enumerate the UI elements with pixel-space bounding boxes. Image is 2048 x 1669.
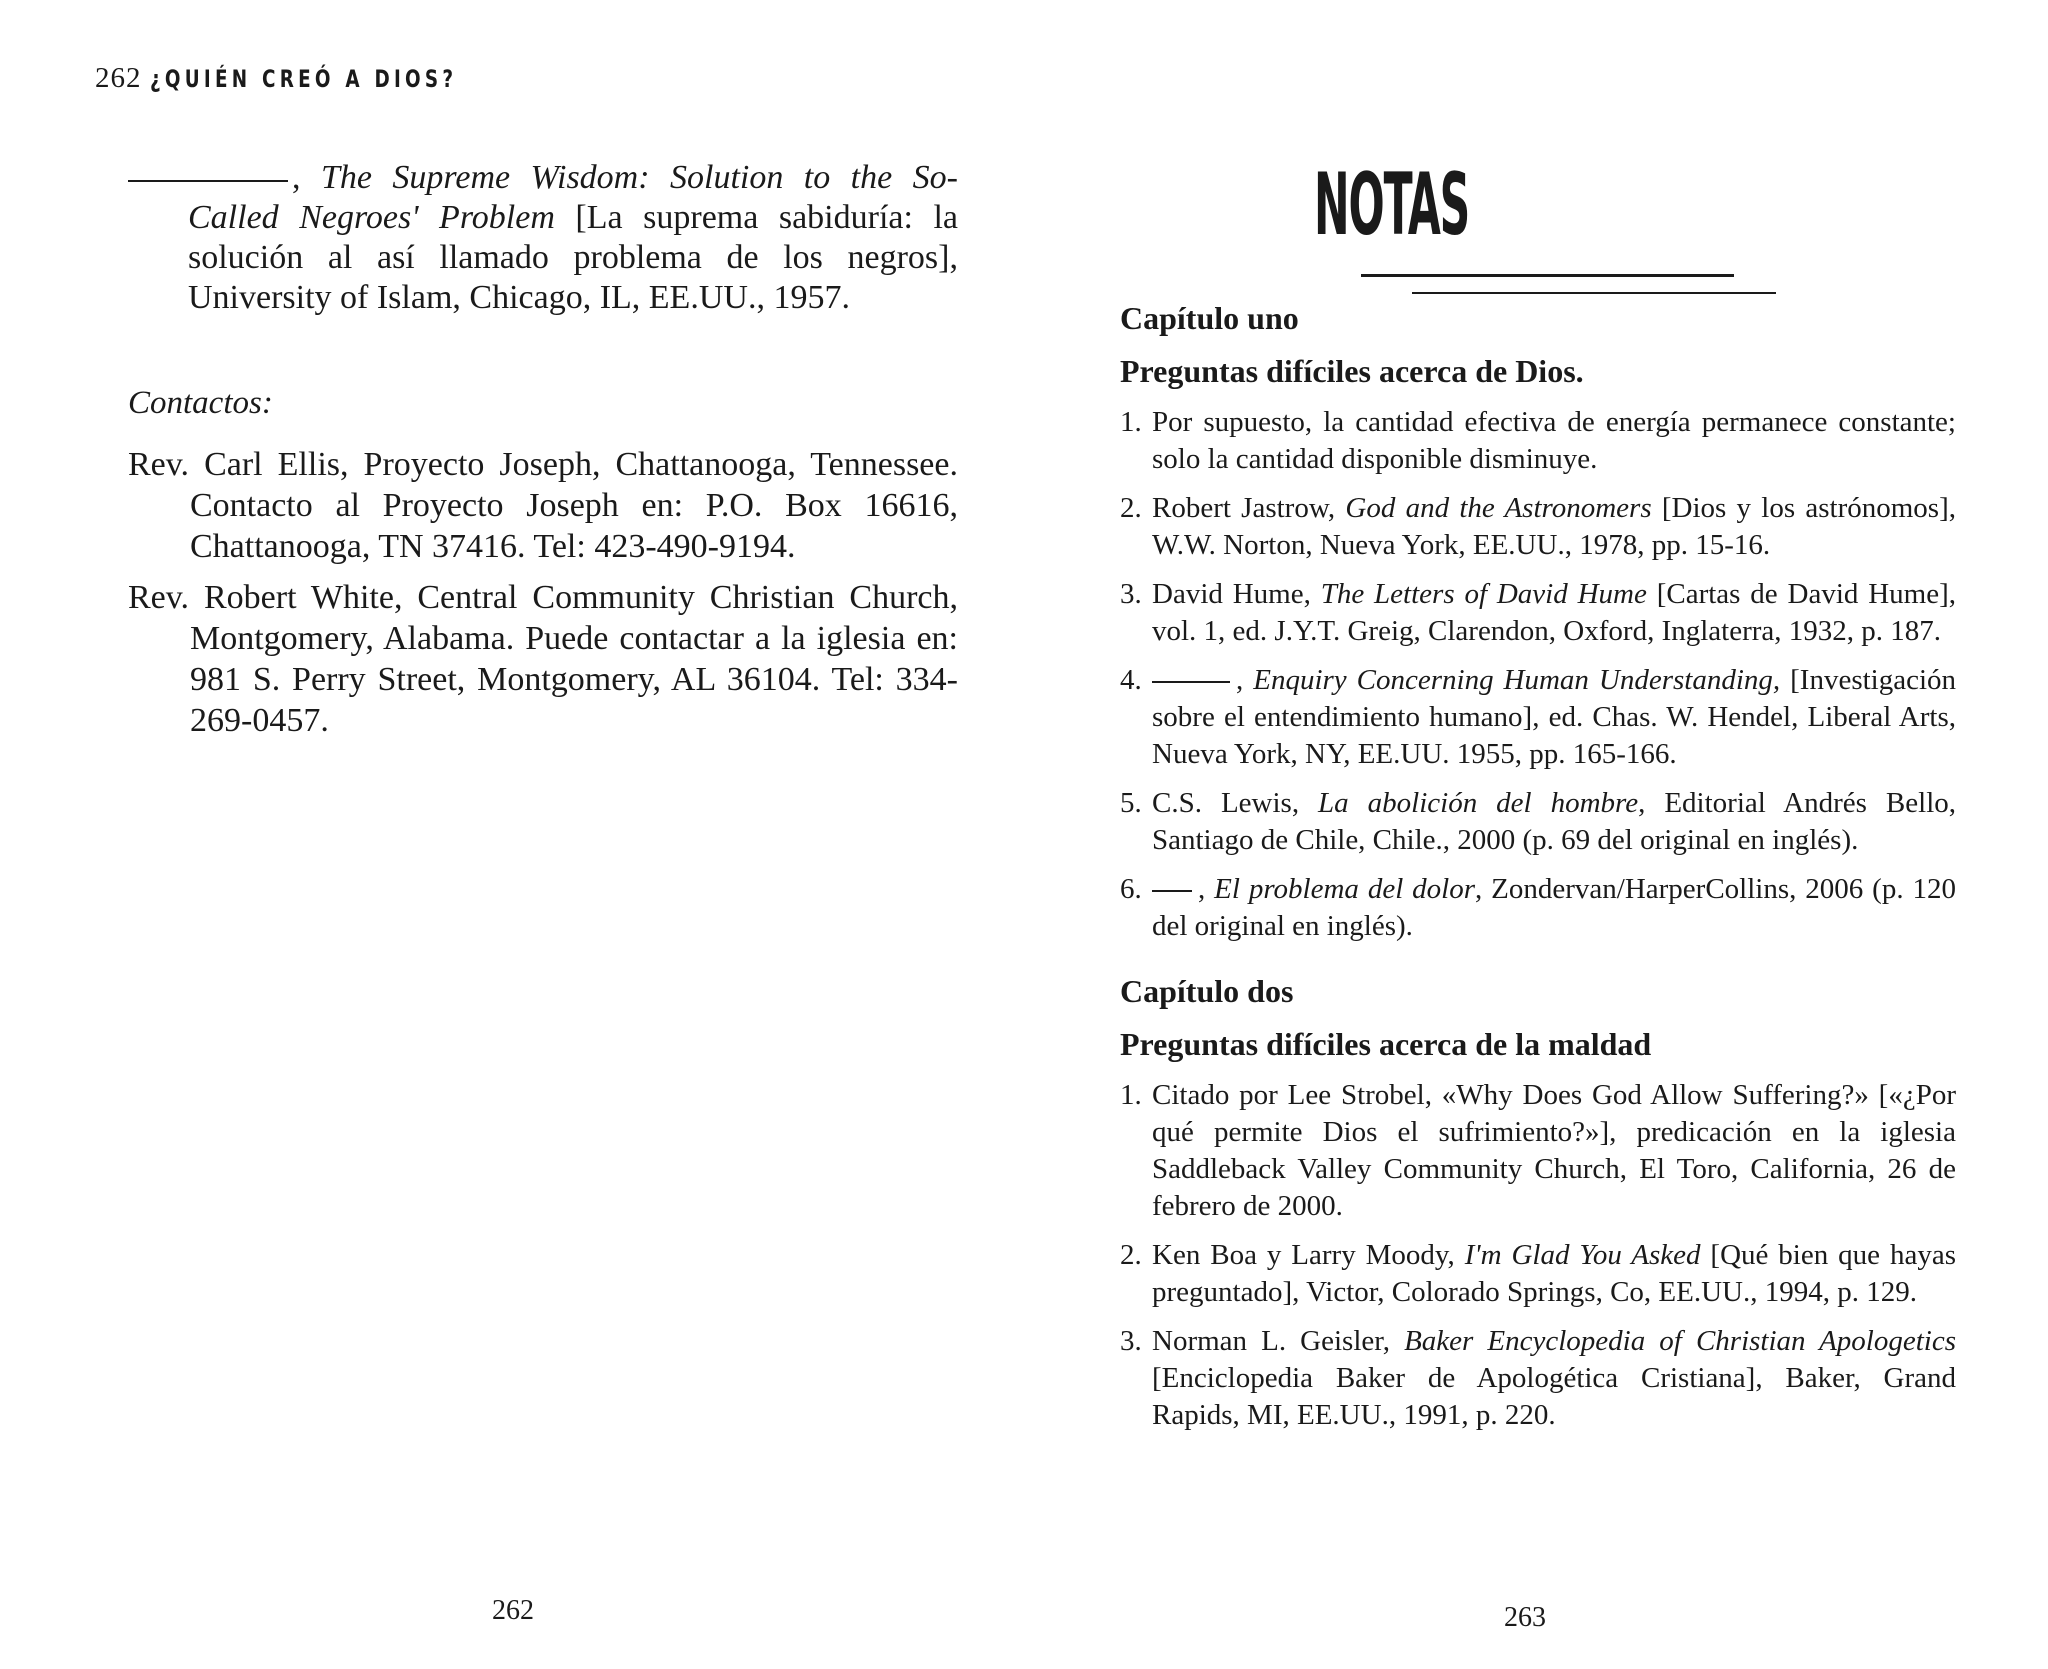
note-text: , xyxy=(1236,664,1254,696)
note-number: 4. xyxy=(1120,664,1142,696)
note-item xyxy=(1120,1077,1956,1225)
chapter2-notes xyxy=(1120,1077,1956,1434)
author-repeat-blank xyxy=(1152,890,1192,892)
note-number: 1. xyxy=(1120,1079,1142,1111)
running-head-number: 262 xyxy=(95,62,142,94)
note-item xyxy=(1120,785,1956,859)
bibliography-entry xyxy=(128,158,958,332)
contact-entry: Rev. Robert White, Central Community Christian Church, Montgomery, Alabama. Puede contactar a la iglesia en: 981 S. Perry Street, Montgomery, AL 36104. Tel: 334-269-0457. xyxy=(128,579,958,739)
note-item xyxy=(1120,490,1956,564)
note-number: 2. xyxy=(1120,1239,1142,1271)
title-rule-top xyxy=(1361,274,1734,277)
page-title: NOTAS xyxy=(1314,155,1470,255)
note-number: 2. xyxy=(1120,492,1142,524)
note-title: God and the Astronomers xyxy=(1345,492,1652,524)
note-item xyxy=(1120,1237,1956,1311)
bibliography-details: [La suprema sabiduría: la solución al así llamado problema de los negros], University of Islam, Chicago, IL, EE.UU., 1957. xyxy=(188,199,958,316)
note-text: , Zondervan/HarperCollins, 2006 (p. 120 del original en inglés). xyxy=(1152,873,1956,942)
running-head xyxy=(95,62,511,95)
page-number: 263 xyxy=(1504,1602,1546,1633)
note-text: Citado por Lee Strobel, «Why Does God Allow Suffering?» [«¿Por qué permite Dios el sufrimiento?»], predicación en la iglesia Saddleback Valley Community Church, El Toro, California, 26 de febrero de 2000. xyxy=(1152,1079,1956,1222)
note-text: Norman L. Geisler, xyxy=(1152,1325,1405,1357)
note-number: 6. xyxy=(1120,873,1142,905)
note-text: Por supuesto, la cantidad efectiva de energía permanece constante; solo la cantidad disponible disminuye. xyxy=(1152,406,1956,475)
note-title: I'm Glad You Asked xyxy=(1464,1239,1701,1271)
page-number: 262 xyxy=(492,1595,534,1626)
note-item xyxy=(1120,1323,1956,1434)
title-rule-bottom xyxy=(1412,292,1776,294)
contactos-heading: Contactos: xyxy=(128,385,273,421)
note-text: C.S. Lewis, xyxy=(1152,787,1319,819)
note-text: [Investigación sobre el entendimiento humano], ed. Chas. W. Hendel, Liberal Arts, Nueva York, NY, EE.UU. 1955, pp. 165-166. xyxy=(1152,664,1957,770)
bibliography-text: , The Supreme Wisdom: Solution to the So-Called Negroes' Problem [La suprema sabiduría: la solución al así llamado problema de los negros], University of Islam, Chicago, IL, EE.UU., 1957. xyxy=(128,158,958,318)
note-item xyxy=(1120,404,1956,478)
note-title: La abolición del hombre xyxy=(1318,787,1639,819)
note-number: 3. xyxy=(1120,1325,1142,1357)
chapter-subtitle: Preguntas difíciles acerca de Dios. xyxy=(1120,353,1584,389)
note-text: [Cartas de David Hume], vol. 1, ed. J.Y.T. Greig, Clarendon, Oxford, Inglaterra, 1932, p. 187. xyxy=(1152,578,1957,647)
note-text: [Qué bien que hayas preguntado], Victor, Colorado Springs, Co, EE.UU., 1994, p. 129. xyxy=(1152,1239,1956,1308)
author-repeat-blank xyxy=(128,180,288,182)
note-text: , xyxy=(1198,873,1215,905)
bibliography-title: The Supreme Wisdom: Solution to the So-Called Negroes' Problem xyxy=(188,159,958,236)
right-page xyxy=(1024,0,2048,1669)
note-item xyxy=(1120,871,1956,945)
contacts-list xyxy=(128,444,958,751)
note-item xyxy=(1120,576,1956,650)
note-text: Ken Boa y Larry Moody, xyxy=(1152,1239,1465,1271)
note-title: El problema del dolor xyxy=(1214,873,1475,905)
notes-section xyxy=(1120,300,1956,1446)
author-repeat-blank xyxy=(1152,681,1230,683)
note-number: 1. xyxy=(1120,406,1142,438)
note-number: 5. xyxy=(1120,787,1142,819)
note-text: , Editorial Andrés Bello, Santiago de Chile, Chile., 2000 (p. 69 del original en inglés). xyxy=(1152,787,1956,856)
running-head-title: ¿QUIÉN CREÓ A DIOS? xyxy=(149,65,458,93)
note-text: David Hume, xyxy=(1152,578,1321,610)
note-text: [Dios y los astrónomos], W.W. Norton, Nueva York, EE.UU., 1978, pp. 15-16. xyxy=(1152,492,1956,561)
note-item xyxy=(1120,662,1956,773)
chapter-heading: Capítulo uno xyxy=(1120,300,1299,336)
note-number: 3. xyxy=(1120,578,1142,610)
note-text: [Enciclopedia Baker de Apologética Cristiana], Baker, Grand Rapids, MI, EE.UU., 1991, p. 220. xyxy=(1152,1362,1956,1431)
chapter1-notes xyxy=(1120,404,1956,945)
chapter-heading: Capítulo dos xyxy=(1120,973,1294,1009)
contact-entry: Rev. Carl Ellis, Proyecto Joseph, Chattanooga, Tennessee. Contacto al Proyecto Joseph en: P.O. Box 16616, Chattanooga, TN 37416. Tel: 423-490-9194. xyxy=(128,446,958,565)
note-title: Baker Encyclopedia of Christian Apologetics xyxy=(1404,1325,1956,1357)
note-title: The Letters of David Hume xyxy=(1320,578,1647,610)
note-title: Enquiry Concerning Human Understanding, xyxy=(1253,664,1781,696)
chapter-subtitle: Preguntas difíciles acerca de la maldad xyxy=(1120,1026,1652,1062)
note-text: Robert Jastrow, xyxy=(1152,492,1346,524)
